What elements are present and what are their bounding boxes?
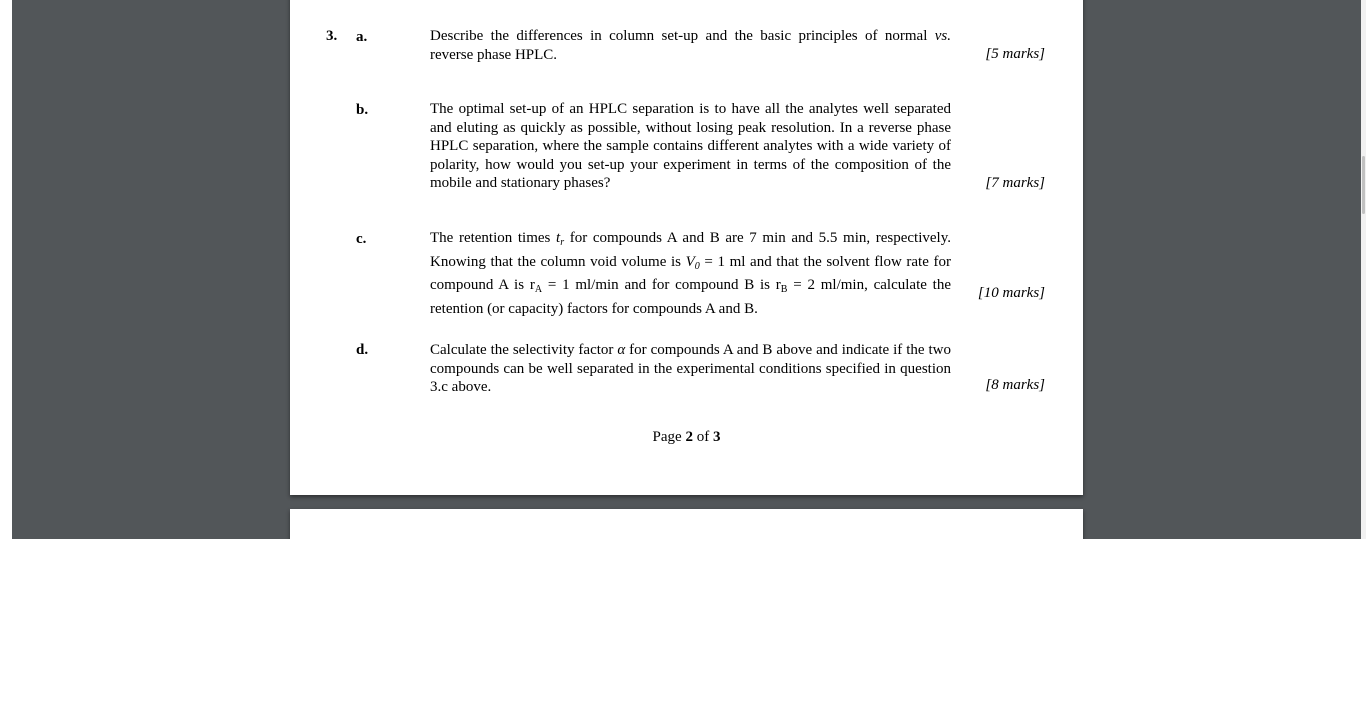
marks-d: [8 marks]: [985, 377, 1045, 393]
marks-c: [10 marks]: [977, 285, 1045, 301]
part-text-a: Describe the differences in column set-up and the basic principles of normal vs. reverse phase HPLC.: [430, 28, 951, 63]
marks-b: [7 marks]: [985, 175, 1045, 191]
pdf-viewer[interactable]: [12, 0, 1361, 539]
part-text-b: The optimal set-up of an HPLC separation is to have all the analytes well separated and eluting as quickly as possible, without losing peak resolution. In a reverse phase HPLC separation, where the sample contains different analytes with a wide variety of polarity, how would you set-up your experiment in terms of the composition of the mobile and stationary phases?: [430, 101, 951, 191]
part-text-d: Calculate the selectivity factor α for compounds A and B above and indicate if the two compounds can be well separated in the experimental conditions specified in question 3.c above.: [430, 342, 951, 395]
part-letter-a: a.: [356, 29, 368, 45]
pdf-page-next: [290, 509, 1083, 539]
question-number: 3.: [326, 28, 338, 44]
page-footer: Page 2 of 3: [652, 429, 721, 445]
part-letter-c: c.: [356, 231, 367, 247]
pdf-page: [290, 0, 1083, 495]
part-letter-d: d.: [356, 342, 369, 358]
marks-a: [5 marks]: [985, 46, 1045, 62]
scrollbar-thumb[interactable]: [1362, 156, 1365, 214]
part-text-c: The retention times $t_r$ for compounds A and B are 7 min and 5.5 min, respectively. Knowing that the column void volume is $V_0 = 1$ ml and that the solvent flow rate for compound A is $r_A = 1$ ml/min and for compound B is $r_B = 2$ ml/min, calculate the retention (or capacity) factors for compounds A and B.: [430, 230, 951, 317]
part-letter-b: b.: [356, 102, 369, 118]
scrollbar-track[interactable]: [1361, 0, 1366, 539]
